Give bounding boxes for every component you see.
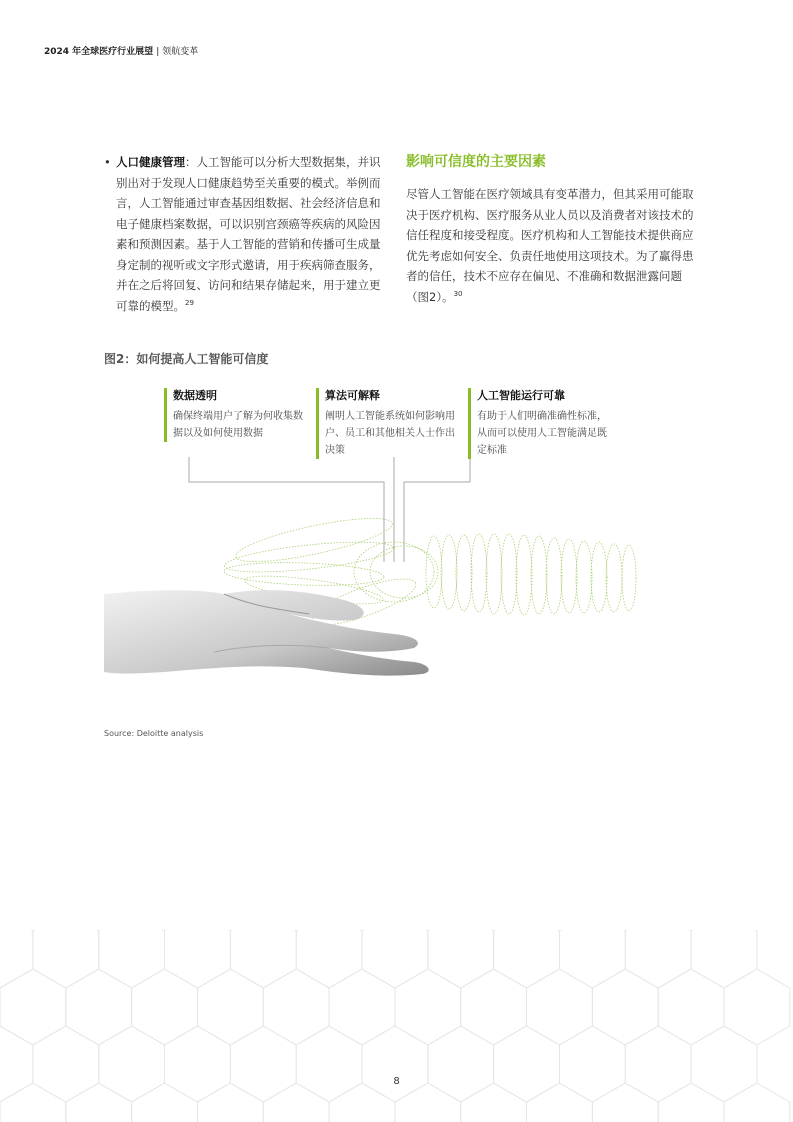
footnote-ref-30[interactable]: 30 bbox=[453, 289, 463, 298]
hexagon-shape bbox=[494, 930, 560, 988]
hexagon-shape bbox=[230, 930, 296, 988]
hexagon-shape bbox=[99, 930, 165, 988]
section-heading: 影响可信度的主要因素 bbox=[406, 154, 546, 170]
hexagon-shape bbox=[527, 969, 593, 1045]
bullet-population-health bbox=[104, 152, 387, 316]
hexagon-shape bbox=[0, 930, 33, 988]
hexagon-shape bbox=[0, 1026, 33, 1102]
bullet-text: ：人工智能可以分析大型数据集，并识别出对于发现人口健康趋势至关重要的模式。举例而言，人工智能通过审查基因组数据、社会经济信息和电子健康档案数据，可以识别宫颈癌等疾病的风险因素和预测因素。基于人工智能的营销和传播可生成量身定制的视听或文字形式邀请，用于疾病筛查服务，并在之后将回复、访问和结果存储起来，用于建立更可靠的模型。 bbox=[116, 155, 381, 313]
hexagon-shape bbox=[592, 1083, 658, 1122]
hexagon-shape bbox=[165, 1026, 231, 1102]
hexagon-shape bbox=[658, 969, 724, 1045]
bullet-term: 人口健康管理 bbox=[116, 155, 185, 169]
hexagon-shape bbox=[132, 969, 198, 1045]
hexagon-shape bbox=[0, 1083, 66, 1122]
figure-title: 图2：如何提高人工智能可信度 bbox=[104, 352, 269, 366]
left-column bbox=[104, 152, 387, 316]
hexagon-shape bbox=[132, 1083, 198, 1122]
box-text: 确保终端用户了解为何收集数据以及如何使用数据 bbox=[173, 411, 303, 439]
hexagon-shape bbox=[230, 1026, 296, 1102]
footnote-ref-29[interactable]: 29 bbox=[185, 298, 194, 307]
box-text: 有助于人们明确准确性标准，从而可以使用人工智能满足既定标准 bbox=[477, 411, 607, 456]
hexagon-shape bbox=[658, 1083, 724, 1122]
hexagon-shape bbox=[395, 969, 461, 1045]
hexagon-shape bbox=[494, 1026, 560, 1102]
paragraph-text: 尽管人工智能在医疗领域具有变革潜力，但其采用可能取决于医疗机构、医疗服务从业人员以及消费者对该技术的信任程度和接受程度。医疗机构和人工智能技术提供商应优先考虑如何安全、负责任地使用这项技术。为了赢得患者的信任，技术不应存在偏见、不准确和数据泄露问题（图2）。 bbox=[406, 187, 694, 304]
hexagon-shape bbox=[296, 930, 362, 988]
hexagon-shape bbox=[724, 1083, 790, 1122]
hexagon-shape bbox=[625, 930, 691, 988]
hexagon-shape bbox=[329, 1083, 395, 1122]
hexagon-shape bbox=[428, 1026, 494, 1102]
hexagon-shape bbox=[560, 930, 626, 988]
hexagon-pattern-background bbox=[0, 930, 793, 1122]
right-column bbox=[406, 152, 698, 307]
hexagon-shape bbox=[625, 1026, 691, 1102]
hexagon-shape bbox=[198, 1083, 264, 1122]
hexagon-shape bbox=[263, 1083, 329, 1122]
hexagon-shape bbox=[691, 1026, 757, 1102]
hexagon-shape bbox=[263, 969, 329, 1045]
box-title: 人工智能运行可靠 bbox=[477, 389, 565, 402]
digital-arm-coils bbox=[426, 534, 636, 615]
header-separator: | bbox=[156, 47, 160, 57]
running-header bbox=[44, 44, 198, 57]
hexagon-shape bbox=[165, 930, 231, 988]
human-hand-illustration bbox=[104, 590, 429, 675]
box-ai-reliability bbox=[468, 388, 607, 459]
header-title: 2024 年全球医疗行业展望 bbox=[44, 47, 154, 57]
hexagon-shape bbox=[560, 1026, 626, 1102]
hexagon-shape bbox=[99, 1026, 165, 1102]
hexagon-shape bbox=[527, 1083, 593, 1122]
hexagon-shape bbox=[362, 930, 428, 988]
hexagon-shape bbox=[362, 1026, 428, 1102]
connector-lines bbox=[189, 457, 470, 562]
hexagon-shape bbox=[724, 969, 790, 1045]
bullet-body bbox=[116, 152, 387, 316]
hexagon-shape bbox=[691, 930, 757, 988]
hexagon-shape bbox=[0, 969, 66, 1045]
hexagon-shape bbox=[428, 930, 494, 988]
box-title: 数据透明 bbox=[173, 389, 217, 402]
box-title: 算法可解释 bbox=[325, 389, 380, 402]
hexagon-shape bbox=[33, 1026, 99, 1102]
box-algorithm-explainability bbox=[316, 388, 455, 459]
hexagon-shape bbox=[461, 1083, 527, 1122]
hexagon-shape bbox=[198, 969, 264, 1045]
box-text: 阐明人工智能系统如何影响用户、员工和其他相关人士作出决策 bbox=[325, 411, 455, 456]
header-subtitle: 领航变革 bbox=[162, 47, 199, 57]
hexagon-shape bbox=[329, 969, 395, 1045]
hexagon-shape bbox=[66, 1083, 132, 1122]
hexagon-shape bbox=[33, 930, 99, 988]
hexagon-shape bbox=[395, 1083, 461, 1122]
bullet-dot: • bbox=[104, 155, 111, 169]
box-data-transparency bbox=[164, 388, 303, 442]
hexagon-shape bbox=[66, 969, 132, 1045]
section-paragraph bbox=[406, 184, 698, 307]
hexagon-shape bbox=[461, 969, 527, 1045]
hexagon-shape bbox=[296, 1026, 362, 1102]
figure-source: Source: Deloitte analysis bbox=[104, 729, 204, 738]
hexagon-shape bbox=[592, 969, 658, 1045]
page-number: 8 bbox=[393, 1076, 400, 1087]
